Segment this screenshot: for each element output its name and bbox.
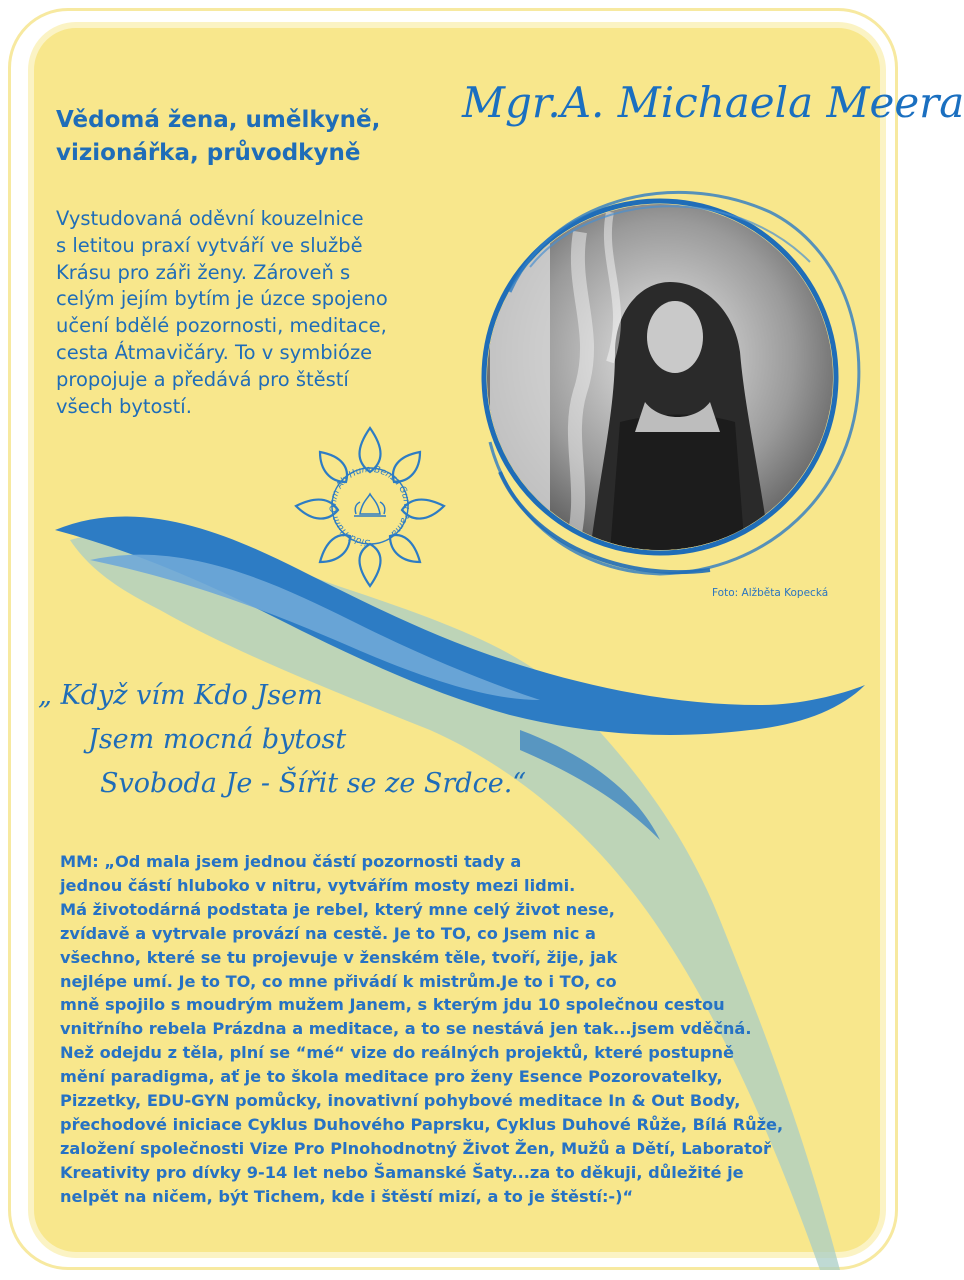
- story-paragraph: [60, 850, 820, 1209]
- intro-line: všech bytostí.: [56, 394, 192, 418]
- quote-block: [38, 674, 526, 806]
- intro-line: Vystudovaná oděvní kouzelnice: [56, 207, 364, 230]
- quote-line: Svoboda Je - Šířit se ze Srdce.“: [100, 768, 527, 799]
- story-line: Pizzetky, EDU-GYN pomůcky, inovativní pohybové meditace In & Out Body,: [60, 1091, 741, 1111]
- headline: [56, 104, 416, 170]
- portrait-photo: [470, 172, 860, 580]
- story-line: mění paradigma, ať je to škola meditace pro ženy Esence Pozorovatelky,: [60, 1067, 723, 1087]
- story-line: vnitřního rebela Prázdna a meditace, a to se nestává jen tak...jsem vděčná.: [60, 1019, 752, 1039]
- story-line: Má životodárná podstata je rebel, který mne celý život nese,: [60, 899, 615, 919]
- story-line: mně spojilo s moudrým mužem Janem, s kterým jdu 10 společnou cestou: [60, 995, 725, 1015]
- story-line: zvídavě a vytrvale provází na cestě. Je to TO, co Jsem nic a: [60, 923, 596, 943]
- story-line: Než odejdu z těla, plní se “mé“ vize do reálných projektů, které postupně: [60, 1043, 735, 1063]
- story-line: nejlépe umí. Je to TO, co mne přivádí k mistrům.Je to i TO, co: [60, 971, 617, 991]
- headline-line: Vědomá žena, umělkyně,: [56, 107, 381, 133]
- lotus-mandala-icon: [290, 422, 450, 590]
- story-line: založení společnosti Vize Pro Plnohodnotný Život Žen, Mužů a Dětí, Laboratoř: [60, 1138, 771, 1158]
- photo-credit: Foto: Alžběta Kopecká: [712, 587, 829, 599]
- story-line: jednou částí hluboko v nitru, vytvářím mosty mezi lidmi.: [60, 875, 576, 895]
- intro-line: s letitou praxí vytváří ve službě: [56, 233, 363, 257]
- story-line: všechno, které se tu projevuje v ženském těle, tvoří, žije, jak: [60, 947, 618, 967]
- author-name: Mgr.A. Michaela Meera: [462, 78, 964, 127]
- intro-line: celým jejím bytím je úzce spojeno: [56, 287, 388, 311]
- intro-line: učení bdělé pozornosti, meditace,: [56, 314, 387, 338]
- quote-line: „ Když vím Kdo Jsem: [38, 680, 323, 711]
- lotus-mantra: Sidd Hum Ohm Ah Hum Benza Guru Pama: [328, 464, 412, 548]
- headline-line: vizionářka, průvodkyně: [56, 140, 361, 166]
- intro-line: cesta Átmavičáry. To v symbióze: [56, 340, 373, 364]
- story-line: Kreativity pro dívky 9-14 let nebo Šamanské Šaty...za to děkuji, důležité je: [60, 1162, 744, 1182]
- intro-paragraph: [56, 206, 426, 420]
- quote-line: Jsem mocná bytost: [88, 724, 347, 755]
- intro-line: Krásu pro záři ženy. Zároveň s: [56, 260, 351, 284]
- story-line: nelpět na ničem, být Tichem, kde i štěstí mizí, a to je štěstí:-)“: [60, 1186, 634, 1206]
- story-line: přechodové iniciace Cyklus Duhového Paprsku, Cyklus Duhové Růže, Bílá Růže,: [60, 1114, 784, 1134]
- story-line: MM: „Od mala jsem jednou částí pozornosti tady a: [60, 852, 522, 871]
- intro-line: propojuje a předává pro štěstí: [56, 367, 349, 391]
